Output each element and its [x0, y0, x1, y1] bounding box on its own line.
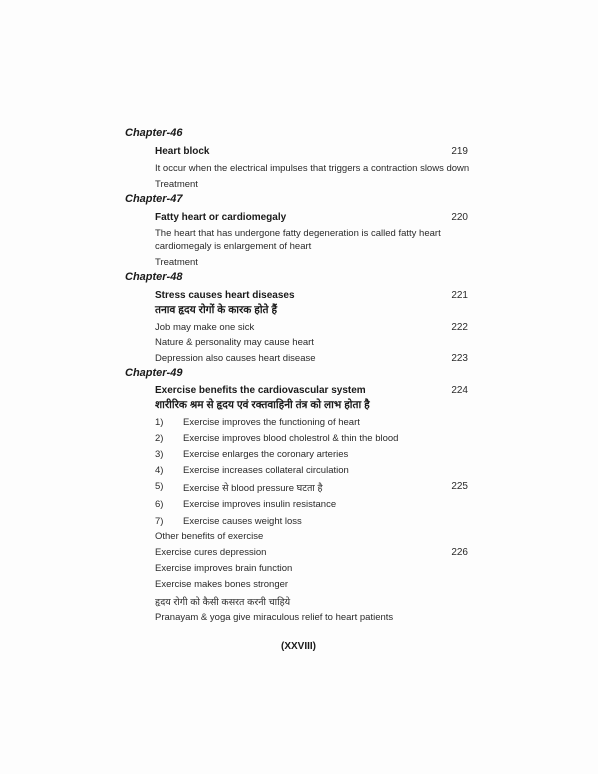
page-number: 219: [451, 146, 468, 157]
entry-title: Heart block: [155, 146, 210, 157]
entry-line: Exercise makes bones stronger: [155, 579, 289, 590]
entry-line: cardiomegaly is enlargement of heart: [155, 241, 312, 252]
item-number: 6): [155, 499, 164, 510]
page-number: 223: [451, 353, 468, 364]
chapter-heading: Chapter-46: [125, 127, 183, 139]
item-number: 7): [155, 516, 164, 527]
entry-line: Depression also causes heart disease: [155, 353, 316, 364]
page-number: 221: [451, 290, 468, 301]
item-number: 4): [155, 465, 164, 476]
entry-line: It occur when the electrical impulses that triggers a contraction slows down: [155, 163, 470, 174]
chapter-heading: Chapter-47: [125, 193, 183, 205]
item-number: 3): [155, 449, 164, 460]
entry-line: Nature & personality may cause heart: [155, 337, 314, 348]
list-item: Exercise increases collateral circulation: [183, 465, 349, 476]
entry-line: Exercise cures depression: [155, 547, 267, 558]
entry-line: Treatment: [155, 179, 198, 190]
entry-title-hindi: तनाव हृदय रोगों के कारक होते हैं: [155, 304, 278, 316]
page-footer-roman-numeral: (XXVIII): [281, 641, 317, 652]
entry-line: Exercise improves brain function: [155, 563, 293, 574]
list-item: Exercise enlarges the coronary arteries: [183, 449, 349, 460]
chapter-heading: Chapter-49: [125, 367, 183, 379]
page-number: 226: [451, 547, 468, 558]
page-number: 220: [451, 212, 468, 223]
page-number: 222: [451, 322, 468, 333]
entry-line: Job may make one sick: [155, 322, 255, 333]
entry-title-hindi: शारीरिक श्रम से हृदय एवं रक्तवाहिनी तंत्र को लाभ होता है: [155, 399, 370, 411]
entry-title: Fatty heart or cardiomegaly: [155, 212, 287, 223]
page-number: 224: [451, 385, 468, 396]
entry-title: Stress causes heart diseases: [155, 290, 295, 301]
entry-line: हृदय रोगी को कैसी कसरत करनी चाहिये: [155, 597, 291, 608]
list-item: Exercise causes weight loss: [183, 516, 302, 527]
item-number: 1): [155, 417, 164, 428]
entry-line: Treatment: [155, 257, 198, 268]
entry-line: The heart that has undergone fatty degeneration is called fatty heart: [155, 228, 441, 239]
page-number: 225: [451, 481, 468, 492]
entry-line: Other benefits of exercise: [155, 531, 264, 542]
entry-line: Pranayam & yoga give miraculous relief to heart patients: [155, 612, 394, 623]
chapter-heading: Chapter-48: [125, 271, 183, 283]
entry-title: Exercise benefits the cardiovascular system: [155, 385, 366, 396]
item-number: 5): [155, 481, 164, 492]
list-item: Exercise improves insulin resistance: [183, 499, 337, 510]
list-item: Exercise improves blood cholestrol & thin the blood: [183, 433, 399, 444]
list-item: Exercise improves the functioning of heart: [183, 417, 360, 428]
item-number: 2): [155, 433, 164, 444]
list-item: Exercise से blood pressure घटता है: [183, 483, 323, 494]
